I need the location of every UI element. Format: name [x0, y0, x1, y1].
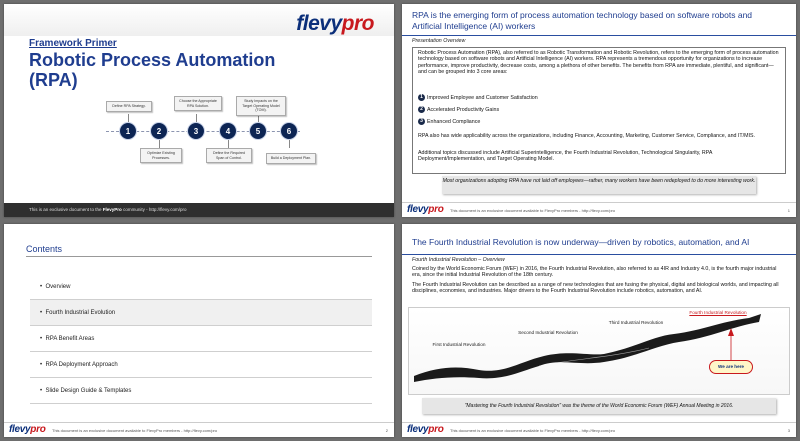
benefit-area: 1 Improved Employee and Customer Satisfaction — [418, 94, 538, 101]
wef-paragraph: Coined by the World Economic Forum (WEF) in 2016, the Fourth Industrial Revolution, also referred to as 4IR and Industry 4.0, is the fourth major industrial era, since the initial Industrial Revolution of the 18th century. — [412, 266, 777, 279]
step-number: 1 — [119, 122, 137, 140]
number-badge: 1 — [418, 94, 425, 101]
flevypro-logo: flevypro — [9, 424, 46, 435]
flevypro-logo: flevypro — [407, 424, 444, 435]
slide-footer — [4, 422, 394, 437]
contents-item[interactable]: • Overview — [30, 274, 372, 300]
wave-label-fourth: Fourth Industrial Revolution — [689, 310, 747, 315]
benefit-area: 2 Accelerated Productivity Gains — [418, 106, 499, 113]
step-label: Choose the Appropriate RPA Solution. — [174, 96, 222, 111]
step-number: 2 — [150, 122, 168, 140]
number-badge: 3 — [418, 118, 425, 125]
footer-note: This document is an exclusive document available to FlevyPro members - http://flevy.com/pro — [450, 428, 616, 433]
page-number: 1 — [787, 208, 790, 213]
framework-primer-label: Framework Primer — [29, 38, 117, 49]
step-stem — [159, 140, 160, 148]
footer-note: This document is an exclusive document available to FlevyPro members - http://flevy.com/pro — [450, 208, 616, 213]
title-divider — [26, 256, 372, 257]
step-number: 3 — [187, 122, 205, 140]
section-subhead: Presentation Overview — [412, 38, 466, 44]
slide-title: The Fourth Industrial Revolution is now underway—driven by robotics, automation, and AI — [412, 237, 750, 247]
step-number: 4 — [219, 122, 237, 140]
topics-paragraph: Additional topics discussed include Artificial Superintelligence, the Fourth Industrial Revolution, Technological Singularity, RPA Deployment/Implementation, and Target Operating Model. — [418, 150, 713, 163]
step-stem — [228, 140, 229, 148]
step-number: 6 — [280, 122, 298, 140]
flevypro-logo: flevypro — [296, 12, 374, 35]
wave-graphic — [409, 308, 789, 394]
step-label: Define the Required Span of Control. — [206, 148, 252, 163]
wave-label-third: Third Industrial Revolution — [608, 320, 664, 325]
section-subhead: Fourth Industrial Revolution – Overview — [412, 257, 505, 263]
number-badge: 2 — [418, 106, 425, 113]
wave-shape — [414, 314, 761, 382]
page-number: 3 — [787, 428, 790, 433]
wave-label-first: First Industrial Revolution — [432, 342, 486, 347]
slide-footer — [402, 202, 796, 217]
slide-fourth-industrial-revolution[interactable] — [402, 224, 796, 437]
contents-item[interactable]: • RPA Deployment Approach — [30, 352, 372, 378]
slide-contents[interactable] — [4, 224, 394, 437]
wave-label-second: Second Industrial Revolution — [518, 330, 578, 335]
callout-box: "Mastering the Fourth Industrial Revolution" was the theme of the World Economic Forum (WEF) Annual Meeting in 2016. — [422, 398, 776, 414]
contents-title: Contents — [26, 244, 63, 254]
slide-rpa-overview[interactable] — [402, 4, 796, 217]
deck-title: Robotic Process Automation (RPA) — [29, 50, 276, 90]
step-stem — [289, 140, 290, 148]
title-divider — [402, 254, 796, 255]
page-number: 2 — [385, 428, 388, 433]
benefit-area: 3 Enhanced Compliance — [418, 118, 480, 125]
title-divider — [402, 35, 796, 36]
step-number: 5 — [249, 122, 267, 140]
drivers-paragraph: The Fourth Industrial Revolution can be described as a range of new technologies that are fusing the physical, digital and biological worlds, and impacting all disciplines, economies, and industries. Major drivers to the Fourth Industrial Revolution include robotics, automation, and AI. — [412, 282, 779, 295]
flevypro-logo: flevypro — [407, 204, 444, 215]
community-bar: This is an exclusive document to the FlevyPro community - http://flevy.com/pro — [4, 203, 394, 217]
slide-title[interactable] — [4, 4, 394, 217]
we-are-here-badge: We are here — [709, 360, 753, 374]
slide-title: RPA is the emerging form of process automation technology based on software robots and Artificial Intelligence (AI) workers — [412, 10, 753, 31]
step-label: Build a Deployment Plan. — [266, 153, 316, 164]
overview-paragraph: Robotic Process Automation (RPA), also referred to as Robotic Transformation and Robotic Revolution, refers to the emerging form of process automation technology based on software robots and Artificial Intelligence (AI) workers. RPA represents a tremendous opportunity for organizations to increase performance, improve productivity, decrease costs, among a plethora of other benefits. The benefits from RPA are immediate, plentiful, and significant—and can be grouped into 3 core areas: — [418, 50, 779, 75]
contents-item[interactable]: • RPA Benefit Areas — [30, 326, 372, 352]
applicability-paragraph: RPA also has wide applicability across the organizations, including Finance, Accounting, Marketing, Customer Service, Compliance, and IT/MIS. — [418, 133, 756, 139]
footer-note: This document is an exclusive document available to FlevyPro members - http://flevy.com/pro — [52, 428, 218, 433]
contents-item-active[interactable]: • Fourth Industrial Evolution — [30, 300, 372, 326]
step-label: Optimize Existing Processes. — [140, 148, 182, 163]
step-label: Define RPA Strategy. — [106, 101, 152, 112]
slide-footer — [402, 422, 796, 437]
process-diagram — [100, 98, 320, 172]
callout-box: Most organizations adopting RPA have not laid off employees—rather, many workers have been redeployed to do more interesting work. — [442, 176, 756, 194]
step-label: Study Impacts on the Target Operating Model (TOM). — [236, 96, 286, 116]
contents-item[interactable]: • Slide Design Guide & Templates — [30, 378, 372, 404]
revolution-wave-diagram — [408, 307, 790, 395]
